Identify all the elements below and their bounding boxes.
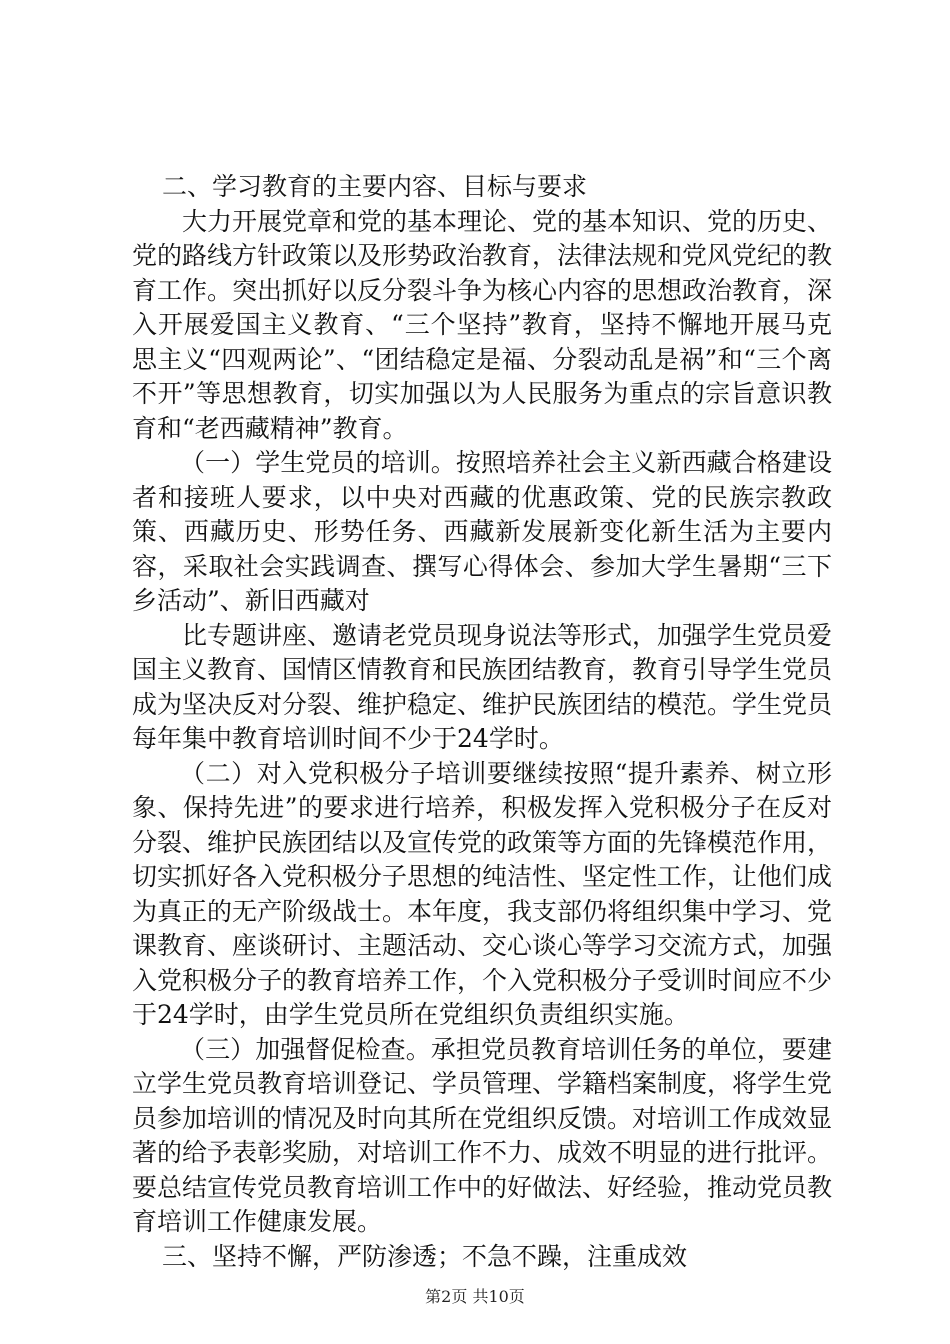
section-heading-2: 二、学习教育的主要内容、目标与要求 bbox=[162, 172, 588, 201]
section-heading-3: 三、坚持不懈，严防渗透；不急不躁，注重成效 bbox=[162, 1241, 688, 1271]
paragraph-student-training: （一）学生党员的培训。按照培养社会主义新西藏合格建设者和接班人要求，以中央对西藏的优惠政策、党的民族宗教政策、西藏历史、形势任务、西藏新发展新变化新生活为主要内容，采取社会实践调查、撰写心得体会、参加大学生暑期“三下乡活动”、新旧西藏对 bbox=[132, 448, 832, 615]
paragraph-activist-training: （二）对入党积极分子培训要继续按照“提升素养、树立形象、保持先进”的要求进行培养，积极发挥入党积极分子在反对分裂、维护民族团结以及宣传党的政策等方面的先锋模范作用，切实抓好各入党积极分子思想的纯洁性、坚定性工作，让他们成为真正的无产阶级战士。本年度，我支部仍将组织集中学习、党课教育、座谈研讨、主题活动、交心谈心等学习交流方式，加强入党积极分子的教育培养工作，个入党积极分子受训时间应不少于24学时，由学生党员所在党组织负责组织实施。 bbox=[132, 758, 833, 1029]
paragraph-main-content: 大力开展党章和党的基本理论、党的基本知识、党的历史、党的路线方针政策以及形势政治教育，法律法规和党风党纪的教育工作。突出抓好以反分裂斗争为核心内容的思想政治教育，深入开展爱国主义教育、“三个坚持”教育，坚持不懈地开展马克思主义“四观两论”、“团结稳定是福、分裂动乱是祸”和“三个离不开”等思想教育，切实加强以为人民服务为重点的宗旨意识教育和“老西藏精神”教育。 bbox=[132, 206, 833, 443]
paragraph-supervision: （三）加强督促检查。承担党员教育培训任务的单位，要建立学生党员教育培训登记、学员管理、学籍档案制度，将学生党员参加培训的情况及时向其所在党组织反馈。对培训工作成效显著的给予表彰奖励，对培训工作不力、成效不明显的进行批评。要总结宣传党员教育培训工作中的好做法、好经验，推动党员教育培训工作健康发展。 bbox=[132, 1034, 833, 1236]
paragraph-student-training-cont: 比专题讲座、邀请老党员现身说法等形式，加强学生党员爱国主义教育、国情区情教育和民族团结教育，教育引导学生党员成为坚决反对分裂、维护稳定、维护民族团结的模范。学生党员每年集中教育培训时间不少于24学时。 bbox=[132, 620, 833, 753]
page-footer: 第2页 共10页 bbox=[425, 1287, 525, 1306]
document-body bbox=[132, 170, 832, 1274]
